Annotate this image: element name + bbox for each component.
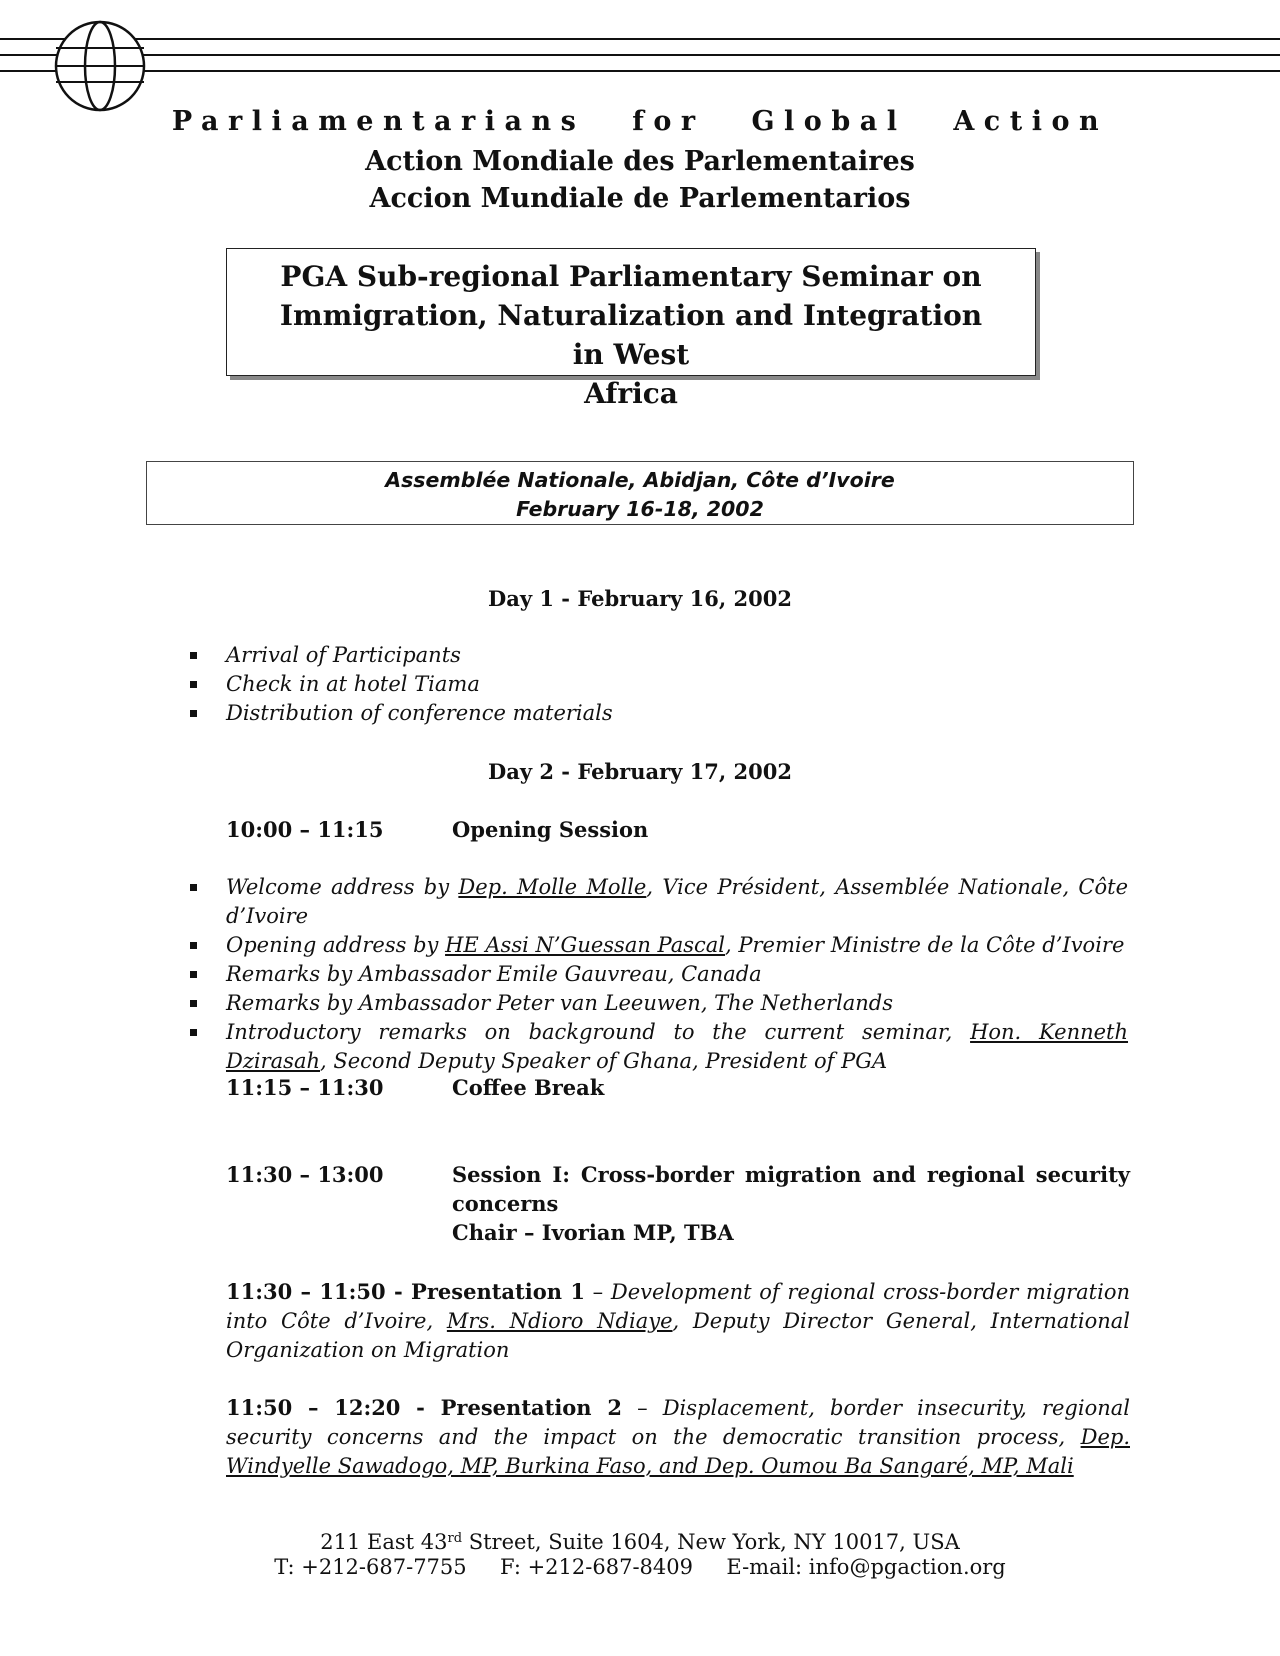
venue-place: Assemblée Nationale, Abidjan, Côte d’Ivoire [385, 468, 895, 492]
bullet-icon [190, 1029, 197, 1036]
list-item: Opening address by HE Assi N’Guessan Pascal, Premier Ministre de la Côte d’Ivoire [188, 931, 1128, 960]
bullet-icon [190, 942, 197, 949]
letterhead-rules [0, 38, 1280, 88]
presentation-2: 11:50 – 12:20 - Presentation 2 – Displacement, border insecurity, regional security concerns and the impact on the democratic transition process, Dep. Windyelle Sawadogo, MP, Burkina Faso, and Dep. Oumou Ba Sangaré, MP, Mali [226, 1395, 1130, 1478]
list-item: Remarks by Ambassador Emile Gauvreau, Canada [188, 960, 1128, 989]
opening-session-list [188, 873, 1128, 1076]
globe-logo-icon [54, 20, 146, 112]
coffee-break-time: 11:15 – 11:30 [226, 1075, 384, 1100]
speaker-name: Mrs. Ndioro Ndiaye [446, 1309, 673, 1333]
bullet-icon [190, 1000, 197, 1007]
venue-dates: February 16-18, 2002 [516, 497, 764, 521]
presentation-1-label: 11:30 – 11:50 - Presentation 1 [226, 1279, 585, 1304]
opening-session-time: 10:00 – 11:15 [226, 817, 384, 842]
footer-contact: T: +212-687-7755 F: +212-687-8409 E-mail: info@pgaction.org [274, 1555, 1006, 1579]
speaker-name: Hon. Kenneth Dzirasah [226, 1020, 1129, 1073]
footer-address: 211 East 43rd Street, Suite 1604, New York, NY 10017, USA [320, 1530, 960, 1554]
speaker-name: Dep. Molle Molle [458, 875, 647, 899]
day-1-list [188, 641, 1128, 728]
opening-session-title: Opening Session [452, 817, 649, 842]
session-1-chair: Chair – Ivorian MP, TBA [452, 1220, 734, 1245]
coffee-break-title: Coffee Break [452, 1075, 605, 1100]
speaker-name: HE Assi N’Guessan Pascal [445, 933, 726, 957]
venue-box [146, 461, 1134, 525]
bullet-icon [190, 710, 197, 717]
list-item: Check in at hotel Tiama [188, 670, 1128, 699]
seminar-title-line-2: Immigration, Naturalization and Integration in West [279, 299, 983, 371]
bullet-icon [190, 884, 197, 891]
bullet-icon [190, 971, 197, 978]
seminar-title-box [226, 248, 1036, 410]
bullet-icon [190, 681, 197, 688]
list-item: Arrival of Participants [188, 641, 1128, 670]
seminar-title-line-1: PGA Sub-regional Parliamentary Seminar on [280, 260, 982, 293]
org-name-french: Action Mondiale des Parlementaires [365, 146, 915, 177]
list-item: Welcome address by Dep. Molle Molle, Vice Président, Assemblée Nationale, Côte d’Ivoire [188, 873, 1128, 931]
session-1-time: 11:30 – 13:00 [226, 1162, 384, 1187]
day-2-heading: Day 2 - February 17, 2002 [488, 759, 792, 784]
org-name-spanish: Accion Mundiale de Parlementarios [369, 183, 911, 214]
list-item: Remarks by Ambassador Peter van Leeuwen, The Netherlands [188, 989, 1128, 1018]
presentation-1: 11:30 – 11:50 - Presentation 1 – Development of regional cross-border migration into Côte d’Ivoire, Mrs. Ndioro Ndiaye, Deputy Director General, International Organization on Migration [226, 1279, 1130, 1362]
bullet-icon [190, 652, 197, 659]
list-item: Distribution of conference materials [188, 699, 1128, 728]
presentation-2-label: 11:50 – 12:20 - Presentation 2 [226, 1395, 622, 1420]
speaker-name: Dep. Windyelle Sawadogo, MP, Burkina Faso, and Dep. Oumou Ba Sangaré, MP, Mali [226, 1425, 1130, 1478]
session-1-title: Session I: Cross-border migration and regional security concerns [452, 1162, 1130, 1216]
org-name-english: Parliamentarians for Global Action [171, 106, 1109, 137]
day-1-heading: Day 1 - February 16, 2002 [488, 586, 792, 611]
seminar-title-line-3: Africa [584, 377, 678, 410]
session-1-block [452, 1160, 1130, 1247]
list-item: Introductory remarks on background to the current seminar, Hon. Kenneth Dzirasah, Second Deputy Speaker of Ghana, President of PGA [188, 1018, 1128, 1076]
